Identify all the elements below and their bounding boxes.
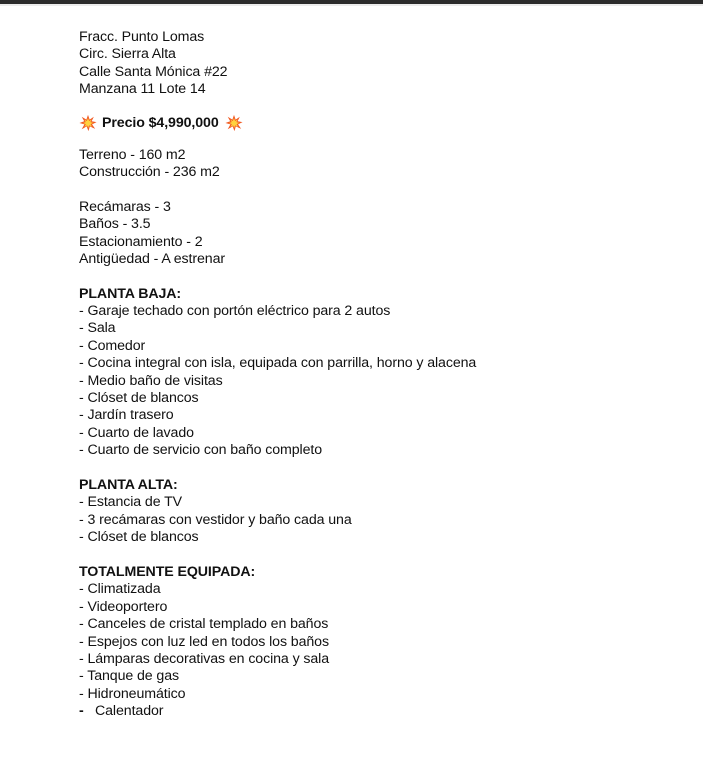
address-line: Calle Santa Mónica #22 (79, 63, 228, 80)
spacer (79, 181, 476, 198)
address-block (79, 29, 476, 99)
top-bar-shadow (0, 4, 703, 6)
list-item: - Videoportero (79, 598, 168, 615)
collision-emoji-icon (225, 114, 243, 132)
section-heading: PLANTA ALTA: (79, 476, 178, 493)
feature-line: Baños - 3.5 (79, 216, 151, 233)
section-planta-baja (79, 286, 476, 460)
list-item (79, 703, 476, 720)
list-item: - Tanque de gas (79, 668, 179, 685)
list-item: - Lámparas decorativas en cocina y sala (79, 650, 330, 667)
list-item: - Jardín trasero (79, 407, 174, 424)
list-item: - Climatizada (79, 581, 161, 598)
section-heading: PLANTA BAJA: (79, 285, 182, 302)
feature-line: Recámaras - 3 (79, 198, 171, 215)
feature-line: Estacionamiento - 2 (79, 233, 203, 250)
spacer (79, 99, 476, 112)
collision-emoji-icon (79, 114, 97, 132)
area-line: Terreno - 160 m2 (79, 146, 186, 163)
list-item: - Cuarto de servicio con baño completo (79, 442, 323, 459)
feature-line: Antigüedad - A estrenar (79, 250, 225, 267)
list-item-text: Calentador (95, 703, 164, 720)
list-dash: - (79, 703, 84, 720)
list-item: - Estancia de TV (79, 494, 183, 511)
section-totalmente-equipada (79, 564, 476, 721)
spacer (79, 547, 476, 564)
spacer (79, 268, 476, 285)
list-item: - Cuarto de lavado (79, 424, 194, 441)
list-item: - Canceles de cristal templado en baños (79, 616, 329, 633)
list-item: - Espejos con luz led en todos los baños (79, 633, 329, 650)
area-line: Construcción - 236 m2 (79, 163, 220, 180)
list-item: - Sala (79, 320, 116, 337)
listing-document (79, 29, 476, 720)
list-item: - Medio baño de visitas (79, 372, 223, 389)
areas-block (79, 147, 476, 182)
price-line (79, 112, 476, 134)
address-line: Circ. Sierra Alta (79, 46, 176, 63)
list-item: - 3 recámaras con vestidor y baño cada una (79, 511, 352, 528)
section-heading: TOTALMENTE EQUIPADA: (79, 563, 256, 580)
spacer (79, 460, 476, 477)
list-item: - Clóset de blancos (79, 529, 199, 546)
spacer (79, 134, 476, 147)
list-item: - Garaje techado con portón eléctrico para 2 autos (79, 303, 391, 320)
features-block (79, 199, 476, 269)
address-line: Manzana 11 Lote 14 (79, 81, 206, 98)
price-text: Precio $4,990,000 (102, 114, 219, 131)
list-item: - Hidroneumático (79, 685, 186, 702)
address-line: Fracc. Punto Lomas (79, 29, 205, 45)
section-planta-alta (79, 477, 476, 547)
list-item: - Clóset de blancos (79, 390, 199, 407)
list-item: - Comedor (79, 337, 146, 354)
list-item: - Cocina integral con isla, equipada con parrilla, horno y alacena (79, 355, 477, 372)
